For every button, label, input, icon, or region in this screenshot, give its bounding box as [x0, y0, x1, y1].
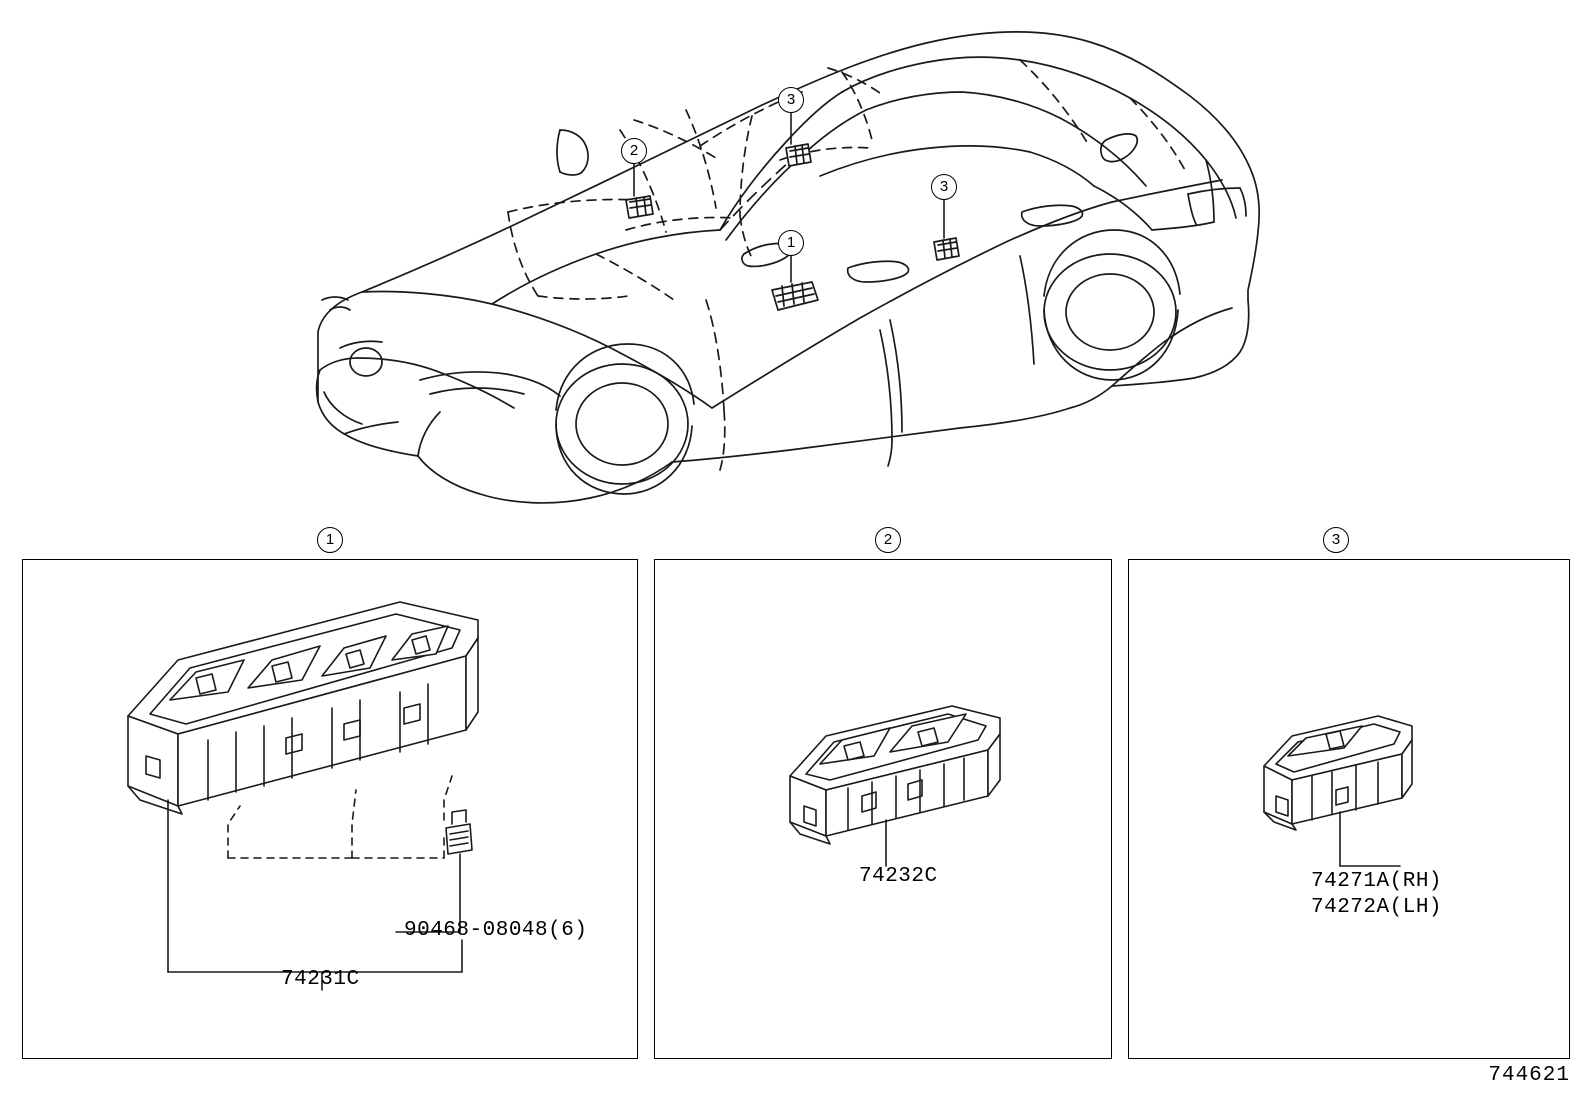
panel-3-callout: 3: [1323, 527, 1349, 553]
panel-2-callout: 2: [875, 527, 901, 553]
part-number-90468-08048: 90468-08048(6): [404, 919, 588, 942]
part-number-74271a-rh: 74271A(RH): [1311, 870, 1443, 893]
part-number-74272a-lh: 74272A(LH): [1311, 896, 1443, 919]
diagram-footer-code: 744621: [1488, 1064, 1570, 1087]
part-number-74231c: 74231C: [281, 968, 360, 991]
callout-1-car: 1: [778, 230, 804, 256]
part-number-74232c: 74232C: [859, 865, 938, 888]
callout-3-front: 3: [778, 87, 804, 113]
panel-1-callout: 1: [317, 527, 343, 553]
callout-3-rear: 3: [931, 174, 957, 200]
callout-2-car: 2: [621, 138, 647, 164]
